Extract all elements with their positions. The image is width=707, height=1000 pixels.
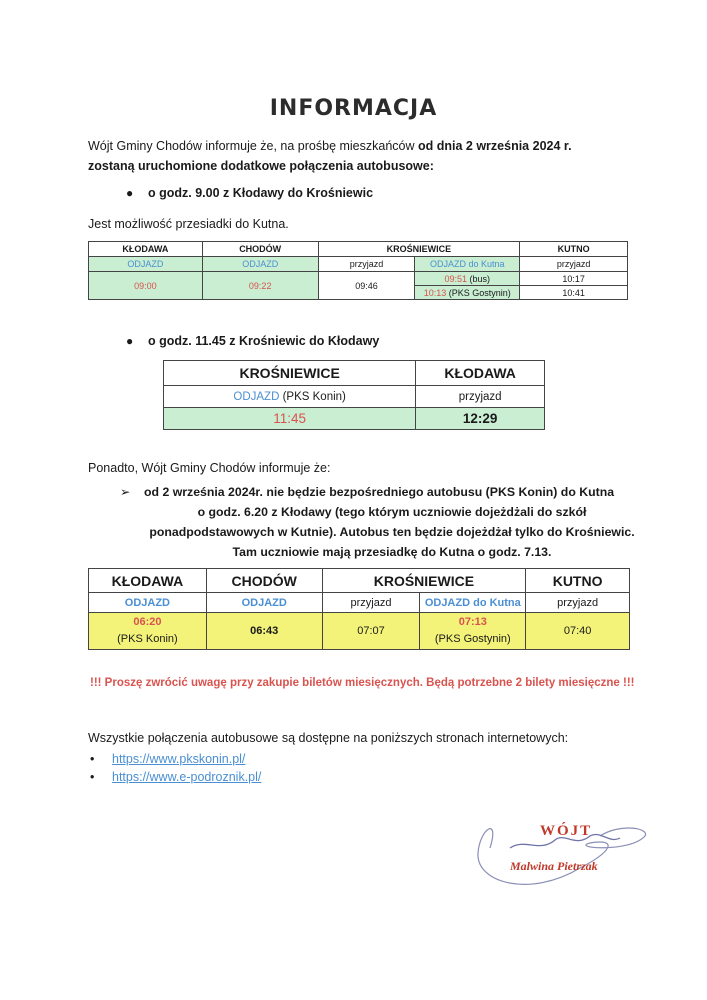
notice-line-3: ponadpodstawowych w Kutnie). Autobus ten będzie dojeżdżał tylko do Krośniewic.	[149, 525, 635, 539]
page-title: INFORMACJA	[269, 96, 438, 121]
bullet-2-text: o godz. 11.45 z Krośniewic do Kłodawy	[148, 334, 380, 348]
intro-date: od dnia 2 września 2024 r.	[418, 139, 572, 153]
links-intro: Wszystkie połączenia autobusowe są dostępne na poniższych stronach internetowych:	[88, 731, 569, 745]
departure-note: (PKS Gostynin)	[434, 633, 511, 645]
time-klodawa: 06:20	[133, 616, 162, 628]
sub-odjazd-kutno: ODJAZD do Kutna	[420, 593, 526, 613]
sub-odjazd-label: ODJAZD	[233, 390, 280, 403]
departure-2-note: (PKS Gostynin)	[446, 287, 511, 298]
bullet-1-text: o godz. 9.00 z Kłodawy do Krośniewic	[148, 186, 374, 200]
departure-1-time: 09:51	[444, 273, 468, 284]
sub-odjazd: ODJAZD	[202, 257, 318, 272]
links-list	[112, 752, 261, 788]
kutno-arrival: 07:40	[526, 613, 630, 650]
notice-line-2: o godz. 6.20 z Kłodawy (tego którym uczniowie dojeżdżali do szkół	[197, 505, 587, 519]
time-krosniewice-arrival: 07:07	[322, 613, 420, 650]
departure-2-time: 10:13	[423, 287, 447, 298]
departure-1	[415, 272, 520, 286]
klodawa-note: (PKS Konin)	[117, 633, 178, 645]
header-kutno: KUTNO	[526, 569, 630, 593]
transfer-note: Jest możliwość przesiadki do Kutna.	[88, 217, 289, 231]
sub-przyjazd: przyjazd	[416, 386, 545, 408]
departure-cell	[420, 613, 526, 650]
klodawa-cell	[89, 613, 207, 650]
arrow-icon: ➢	[120, 485, 131, 499]
header-klodawa: KŁODAWA	[416, 361, 545, 386]
time-klodawa: 09:00	[89, 272, 203, 300]
notice-line-1	[120, 482, 640, 502]
schedule-table-1145	[163, 360, 545, 430]
notice-item	[120, 482, 640, 562]
intro-paragraph	[88, 136, 648, 176]
further-info: Ponadto, Wójt Gminy Chodów informuje że:	[88, 461, 331, 475]
sub-odjazd: ODJAZD	[206, 593, 322, 613]
sub-odjazd-kutno: ODJAZD do Kutna	[415, 257, 520, 272]
header-krosniewice: KROŚNIEWICE	[318, 242, 520, 257]
sub-przyjazd: przyjazd	[318, 257, 415, 272]
kutno-arrival-1: 10:17	[520, 272, 628, 286]
bullet-1	[126, 186, 373, 200]
bullet-dot: ●	[126, 334, 134, 348]
kutno-arrival-2: 10:41	[520, 286, 628, 300]
header-chodow: CHODÓW	[206, 569, 322, 593]
sub-przyjazd: przyjazd	[322, 593, 420, 613]
time-chodow: 06:43	[206, 613, 322, 650]
header-krosniewice: KROŚNIEWICE	[164, 361, 416, 386]
schedule-table-0900	[88, 241, 628, 300]
departure-time: 07:13	[458, 616, 487, 628]
bullet-dot: ●	[126, 186, 134, 200]
sub-przyjazd: przyjazd	[520, 257, 628, 272]
sub-odjazd	[164, 386, 416, 408]
warning-text: !!! Proszę zwrócić uwagę przy zakupie biletów miesięcznych. Będą potrzebne 2 bilety miesięczne !!!	[90, 677, 635, 689]
intro-text: Wójt Gminy Chodów informuje że, na prośbę mieszkańców	[88, 139, 418, 153]
time-klodawa-arrival: 12:29	[416, 408, 545, 430]
departure-2	[415, 286, 520, 300]
sub-przyjazd: przyjazd	[526, 593, 630, 613]
intro-line2: zostaną uruchomione dodatkowe połączenia autobusowe:	[88, 159, 434, 173]
departure-1-note: (bus)	[467, 273, 491, 284]
notice-line-4: Tam uczniowie mają przesiadkę do Kutna o godz. 7.13.	[232, 545, 552, 559]
sub-odjazd: ODJAZD	[89, 257, 203, 272]
link-pkskonin[interactable]: https://www.pkskonin.pl/	[112, 752, 246, 766]
header-kutno: KUTNO	[520, 242, 628, 257]
time-krosniewice-arrival: 09:46	[318, 272, 415, 300]
link-epodroznik[interactable]: https://www.e-podroznik.pl/	[112, 770, 262, 784]
header-chodow: CHODÓW	[202, 242, 318, 257]
schedule-table-0620	[88, 568, 630, 650]
header-krosniewice: KROŚNIEWICE	[322, 569, 526, 593]
header-klodawa: KŁODAWA	[89, 569, 207, 593]
notice-line-1-text: od 2 września 2024r. nie będzie bezpośredniego autobusu (PKS Konin) do Kutna	[144, 485, 615, 499]
signature-stamp	[470, 808, 660, 888]
svg-text:WÓJT: WÓJT	[540, 823, 593, 839]
list-item	[112, 752, 261, 766]
sub-odjazd: ODJAZD	[89, 593, 207, 613]
svg-text:Malwina Pietrzak: Malwina Pietrzak	[510, 859, 598, 873]
signature-icon	[470, 808, 660, 888]
header-klodawa: KŁODAWA	[89, 242, 203, 257]
list-item	[112, 770, 261, 784]
time-krosniewice-departure: 11:45	[164, 408, 416, 430]
bullet-2	[126, 334, 379, 348]
sub-odjazd-note: (PKS Konin)	[279, 390, 346, 403]
time-chodow: 09:22	[202, 272, 318, 300]
